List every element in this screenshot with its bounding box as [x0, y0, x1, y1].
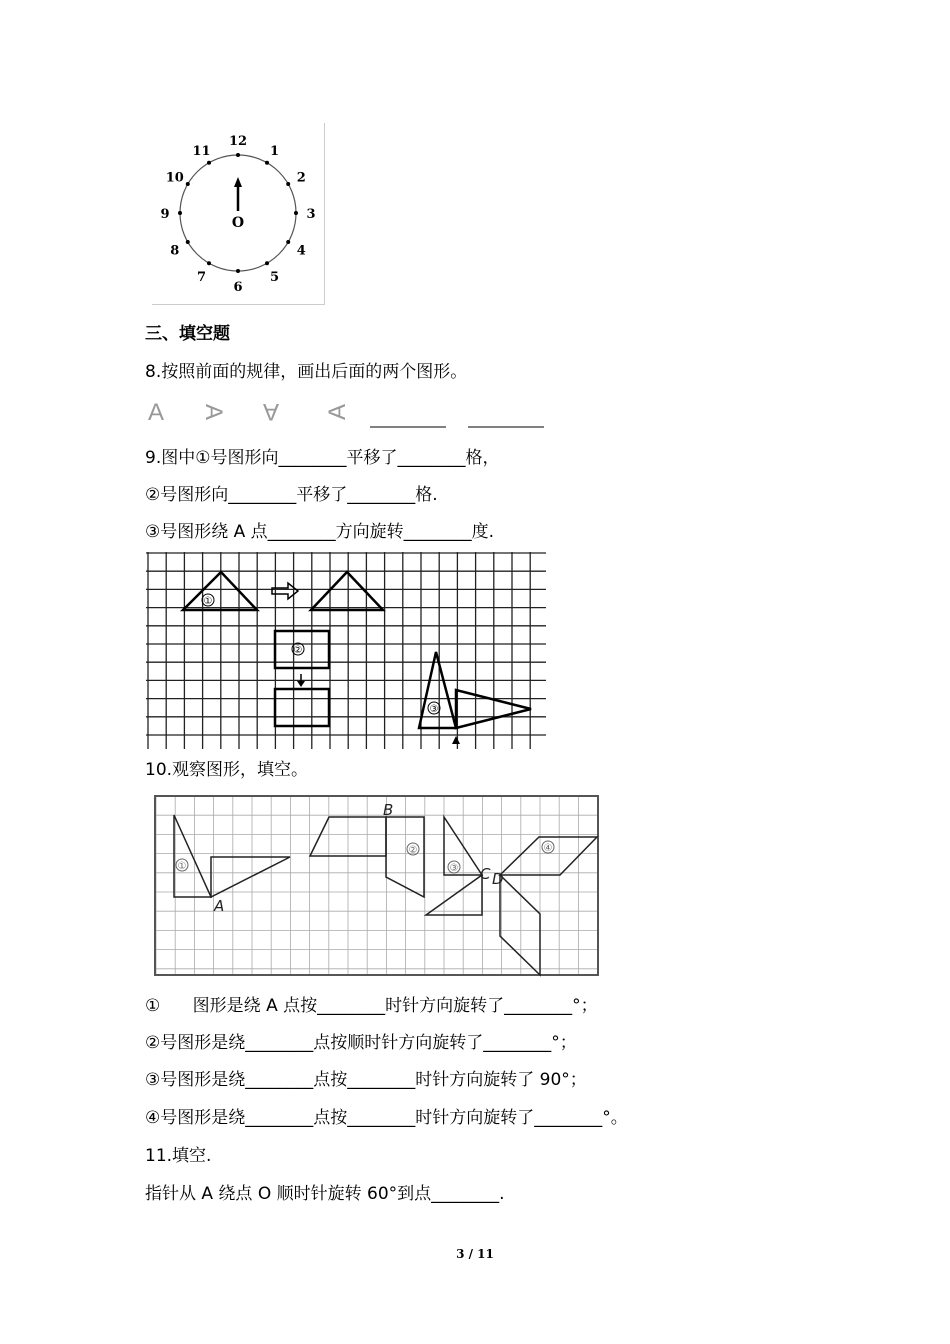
- q9-label-1: ①: [203, 596, 213, 607]
- q10-text: 10.观察图形，填空。: [145, 760, 309, 780]
- q8-letter-2: A: [200, 403, 227, 421]
- clock-dot: [236, 153, 240, 157]
- clock-dot: [178, 211, 182, 215]
- clock-dot: [186, 240, 190, 244]
- clock-dot: [207, 161, 211, 165]
- page-number: 3 / 11: [456, 1247, 494, 1261]
- q8-letter-4: A: [324, 403, 351, 421]
- clock-dot: [286, 182, 290, 186]
- clock-dot: [286, 240, 290, 244]
- q10-label-3: ③: [449, 863, 459, 874]
- clock-number: 6: [233, 280, 243, 295]
- clock-number: 4: [296, 243, 306, 259]
- q10-point-a: A: [214, 897, 225, 915]
- q11-line-1: 11.填空.: [145, 1146, 212, 1166]
- q9-square-2-moved: [275, 689, 329, 726]
- clock-dot: [294, 211, 298, 215]
- q9-label-2: ②: [293, 645, 303, 656]
- clock-hand-arrowhead: [234, 177, 242, 187]
- clock-drawing: [152, 123, 324, 304]
- q10-grid-border: [155, 796, 598, 975]
- q10-shape-3-lower: [426, 875, 482, 915]
- q10-grid-lines: [154, 795, 598, 975]
- q9-line-3: ③号图形绕 A 点________方向旋转________度.: [145, 522, 495, 542]
- q10-line-4: ④号图形是绕________点按________时针方向旋转了________°。: [145, 1108, 628, 1128]
- q11-line-2: 指针从 A 绕点 O 顺时针旋转 60°到点________.: [145, 1184, 505, 1204]
- q8-letter-1: A: [147, 399, 165, 426]
- q10-point-b: B: [383, 801, 394, 819]
- clock-dot: [207, 261, 211, 265]
- clock-number: 10: [165, 170, 184, 186]
- clock-number: 8: [170, 243, 180, 259]
- q9-label-3: ③: [429, 704, 439, 715]
- q10-line-2: ②号图形是绕________点按顺时针方向旋转了________°；: [145, 1033, 577, 1053]
- q8-pattern: [140, 396, 550, 432]
- q10-line-3: ③号图形是绕________点按________时针方向旋转了 90°；: [145, 1070, 587, 1090]
- q9-grid-figure: [146, 552, 547, 749]
- q10-shape-2-rotated: [386, 817, 424, 897]
- clock-dot: [186, 182, 190, 186]
- clock-dot: [265, 261, 269, 265]
- q8-text: 8.按照前面的规律，画出后面的两个图形。: [145, 362, 468, 382]
- clock-number: 9: [160, 207, 170, 222]
- q9-point-a-arrow-icon: [452, 736, 460, 744]
- clock-number: 11: [192, 143, 211, 159]
- q9-line-1: 9.图中①号图形向________平移了________格，: [145, 448, 500, 468]
- clock-number: 2: [296, 170, 306, 186]
- q10-label-4: ④: [543, 843, 553, 854]
- clock-figure: [152, 123, 325, 305]
- clock-number: 12: [228, 134, 248, 149]
- q10-point-d: D: [492, 870, 504, 888]
- clock-face: [180, 155, 296, 271]
- q10-grid-figure: [154, 795, 600, 977]
- clock-dot: [236, 269, 240, 273]
- q10-shape-1-rotated: [211, 857, 290, 897]
- q9-line-2: ②号图形向________平移了________格.: [145, 485, 438, 505]
- q9-triangle-1: [183, 572, 257, 610]
- clock-dot: [265, 161, 269, 165]
- q10-shape-1-triangle: [174, 815, 211, 897]
- section-heading: 三、填空题: [145, 324, 230, 344]
- q10-point-c: C: [480, 865, 491, 883]
- q10-label-1: ①: [177, 861, 187, 872]
- clock-center-label: O: [231, 215, 245, 231]
- clock-number: 5: [269, 270, 280, 286]
- q10-line-1: ① 图形是绕 A 点按________时针方向旋转了________°；: [145, 996, 598, 1016]
- q8-letter-3: A: [262, 398, 280, 425]
- q9-down-arrowhead: [297, 681, 305, 687]
- q10-shape-4-rotated: [500, 875, 540, 975]
- clock-number: 7: [196, 270, 207, 286]
- q10-label-2: ②: [408, 845, 418, 856]
- clock-number: 3: [306, 207, 316, 222]
- clock-number: 1: [269, 143, 280, 159]
- q9-triangle-1-moved: [311, 572, 383, 610]
